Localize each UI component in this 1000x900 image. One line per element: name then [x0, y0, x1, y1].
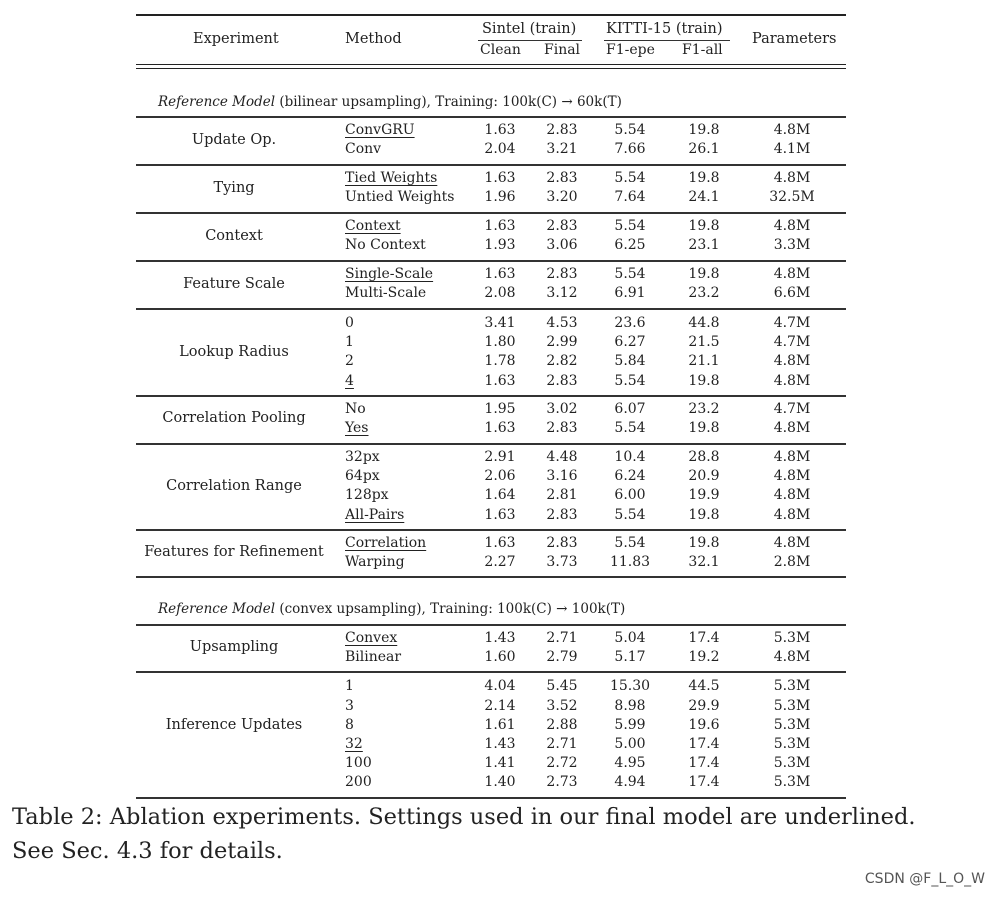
params-cell: 4.8M — [773, 487, 811, 503]
table-row — [136, 507, 846, 526]
f1-all-cell: 19.8 — [688, 266, 720, 282]
clean-cell: 1.63 — [484, 170, 516, 186]
experiment-label: Upsampling — [189, 639, 279, 655]
params-cell: 5.3M — [773, 774, 811, 790]
section-title-rest: (convex upsampling), Training: 100k(C) → 100k(T) — [275, 601, 626, 617]
table-row — [136, 755, 846, 774]
final-cell: 3.12 — [546, 285, 578, 301]
f1-all-cell: 23.2 — [688, 285, 720, 301]
group-rule — [136, 443, 846, 445]
table-row — [136, 401, 846, 420]
params-cell: 3.3M — [773, 237, 811, 253]
params-cell: 4.8M — [773, 449, 811, 465]
header-kitti: KITTI-15 (train) — [606, 21, 723, 37]
experiment-label: Inference Updates — [165, 717, 303, 733]
clean-cell: 1.43 — [484, 736, 516, 752]
method-cell: Warping — [345, 554, 405, 570]
table-row — [136, 315, 846, 334]
clean-cell: 3.41 — [484, 315, 516, 331]
f1-epe-cell: 6.07 — [614, 401, 646, 417]
f1-epe-cell: 23.6 — [614, 315, 646, 331]
f1-all-cell: 44.5 — [688, 678, 720, 694]
params-cell: 6.6M — [773, 285, 811, 301]
clean-cell: 1.41 — [484, 755, 516, 771]
clean-cell: 2.04 — [484, 141, 516, 157]
params-cell: 32.5M — [769, 189, 815, 205]
group-rule — [136, 576, 846, 578]
method-cell: Bilinear — [345, 649, 402, 665]
f1-epe-cell: 5.17 — [614, 649, 646, 665]
final-cell: 2.72 — [546, 755, 578, 771]
f1-all-cell: 19.8 — [688, 170, 720, 186]
params-cell: 4.8M — [773, 649, 811, 665]
params-cell: 5.3M — [773, 678, 811, 694]
table-row — [136, 630, 846, 649]
f1-epe-cell: 5.54 — [614, 218, 646, 234]
table-row — [136, 554, 846, 573]
clean-cell: 1.63 — [484, 535, 516, 551]
header-double-rule-b — [136, 68, 846, 69]
clean-cell: 2.14 — [484, 698, 516, 714]
final-cell: 3.02 — [546, 401, 578, 417]
table-row — [136, 141, 846, 160]
f1-epe-cell: 5.99 — [614, 717, 646, 733]
params-cell: 4.8M — [773, 535, 811, 551]
final-cell: 2.73 — [546, 774, 578, 790]
final-cell: 4.48 — [546, 449, 578, 465]
params-cell: 4.1M — [773, 141, 811, 157]
f1-epe-cell: 4.95 — [614, 755, 646, 771]
clean-cell: 1.63 — [484, 420, 516, 436]
clean-cell: 1.63 — [484, 122, 516, 138]
clean-cell: 2.06 — [484, 468, 516, 484]
clean-cell: 1.40 — [484, 774, 516, 790]
header-experiment: Experiment — [193, 31, 279, 47]
group-rule — [136, 671, 846, 673]
f1-epe-cell: 11.83 — [609, 554, 651, 570]
method-cell: 64px — [345, 468, 380, 484]
section-title-italic: Reference Model — [158, 94, 276, 110]
final-cell: 2.82 — [546, 353, 578, 369]
header-final: Final — [544, 42, 581, 58]
header-clean: Clean — [480, 42, 521, 58]
clean-cell: 4.04 — [484, 678, 516, 694]
table-row — [136, 266, 846, 285]
section-title-italic: Reference Model — [158, 601, 276, 617]
method-cell: 1 — [345, 334, 354, 350]
header-parameters: Parameters — [752, 31, 837, 47]
f1-all-cell: 19.8 — [688, 420, 720, 436]
final-cell: 2.83 — [546, 535, 578, 551]
method-cell: 1 — [345, 678, 354, 694]
table-row — [136, 774, 846, 793]
experiment-label: Lookup Radius — [179, 344, 289, 360]
method-cell: 32 — [345, 736, 363, 752]
final-cell: 2.83 — [546, 170, 578, 186]
final-cell: 2.79 — [546, 649, 578, 665]
f1-all-cell: 28.8 — [688, 449, 720, 465]
clean-cell: 1.63 — [484, 218, 516, 234]
method-cell: 2 — [345, 353, 354, 369]
table-row — [136, 698, 846, 717]
method-cell: 128px — [345, 487, 389, 503]
f1-all-cell: 19.8 — [688, 507, 720, 523]
f1-all-cell: 24.1 — [688, 189, 720, 205]
final-cell: 3.16 — [546, 468, 578, 484]
group-rule — [136, 164, 846, 166]
f1-all-cell: 19.2 — [688, 649, 720, 665]
method-cell: Conv — [345, 141, 382, 157]
f1-epe-cell: 5.54 — [614, 420, 646, 436]
table-row — [136, 420, 846, 439]
f1-all-cell: 44.8 — [688, 315, 720, 331]
clean-cell: 1.93 — [484, 237, 516, 253]
method-cell: No — [345, 401, 366, 417]
params-cell: 4.7M — [773, 401, 811, 417]
header-double-rule-a — [136, 64, 846, 65]
params-cell: 4.8M — [773, 266, 811, 282]
final-cell: 2.83 — [546, 218, 578, 234]
table-row — [136, 189, 846, 208]
experiment-label: Correlation Pooling — [162, 410, 306, 426]
f1-epe-cell: 4.94 — [614, 774, 646, 790]
clean-cell: 1.95 — [484, 401, 516, 417]
final-cell: 2.71 — [546, 736, 578, 752]
final-cell: 2.83 — [546, 507, 578, 523]
f1-epe-cell: 5.84 — [614, 353, 646, 369]
table-bottom-rule — [136, 797, 846, 799]
f1-all-cell: 19.8 — [688, 218, 720, 234]
f1-all-cell: 32.1 — [688, 554, 720, 570]
section-title-convex — [158, 601, 625, 617]
clean-cell: 1.60 — [484, 649, 516, 665]
table-row — [136, 717, 846, 736]
params-cell: 4.7M — [773, 334, 811, 350]
table-row — [136, 285, 846, 304]
clean-cell: 1.96 — [484, 189, 516, 205]
f1-all-cell: 17.4 — [688, 755, 720, 771]
params-cell: 4.8M — [773, 373, 811, 389]
final-cell: 2.71 — [546, 630, 578, 646]
table-row — [136, 353, 846, 372]
kitti-group-rule — [604, 40, 730, 41]
group-rule — [136, 529, 846, 531]
header-sintel: Sintel (train) — [482, 21, 577, 37]
group-rule — [136, 395, 846, 397]
experiment-label: Feature Scale — [183, 276, 285, 292]
experiment-label: Context — [205, 228, 263, 244]
table-row — [136, 468, 846, 487]
caption-line-1: Table 2: Ablation experiments. Settings used in our final model are underlined. — [12, 804, 916, 830]
table-row — [136, 334, 846, 353]
clean-cell: 1.63 — [484, 373, 516, 389]
f1-all-cell: 21.1 — [688, 353, 720, 369]
method-cell: 0 — [345, 315, 354, 331]
group-rule — [136, 308, 846, 310]
header-f1-epe: F1-epe — [606, 42, 655, 58]
section-rule — [136, 624, 846, 626]
table-row — [136, 736, 846, 755]
final-cell: 2.99 — [546, 334, 578, 350]
experiment-label: Correlation Range — [166, 478, 302, 494]
table-row — [136, 649, 846, 668]
clean-cell: 2.27 — [484, 554, 516, 570]
params-cell: 5.3M — [773, 755, 811, 771]
f1-epe-cell: 6.24 — [614, 468, 646, 484]
f1-epe-cell: 5.04 — [614, 630, 646, 646]
f1-all-cell: 21.5 — [688, 334, 720, 350]
params-cell: 4.7M — [773, 315, 811, 331]
method-cell: ConvGRU — [345, 122, 415, 138]
f1-epe-cell: 5.54 — [614, 122, 646, 138]
clean-cell: 1.63 — [484, 507, 516, 523]
table-row — [136, 218, 846, 237]
params-cell: 5.3M — [773, 736, 811, 752]
f1-all-cell: 29.9 — [688, 698, 720, 714]
experiment-label: Tying — [213, 180, 255, 196]
final-cell: 2.83 — [546, 420, 578, 436]
f1-all-cell: 19.8 — [688, 373, 720, 389]
method-cell: Yes — [345, 420, 369, 436]
f1-all-cell: 17.4 — [688, 630, 720, 646]
params-cell: 4.8M — [773, 507, 811, 523]
final-cell: 4.53 — [546, 315, 578, 331]
f1-all-cell: 19.8 — [688, 535, 720, 551]
table-row — [136, 170, 846, 189]
method-cell: Multi-Scale — [345, 285, 427, 301]
caption-line-2: See Sec. 4.3 for details. — [12, 838, 283, 864]
final-cell: 2.83 — [546, 122, 578, 138]
method-cell: Correlation — [345, 535, 427, 551]
f1-epe-cell: 6.91 — [614, 285, 646, 301]
watermark: CSDN @F_L_O_W — [864, 871, 985, 887]
f1-epe-cell: 5.54 — [614, 373, 646, 389]
header-f1-all: F1-all — [682, 42, 723, 58]
sintel-group-rule — [478, 40, 582, 41]
final-cell: 2.88 — [546, 717, 578, 733]
table-row — [136, 487, 846, 506]
final-cell: 3.20 — [546, 189, 578, 205]
f1-epe-cell: 7.64 — [614, 189, 646, 205]
final-cell: 3.06 — [546, 237, 578, 253]
table-row — [136, 678, 846, 697]
f1-all-cell: 23.2 — [688, 401, 720, 417]
method-cell: Single-Scale — [345, 266, 434, 282]
params-cell: 4.8M — [773, 468, 811, 484]
method-cell: No Context — [345, 237, 426, 253]
section-title-rest: (bilinear upsampling), Training: 100k(C) → 60k(T) — [275, 94, 622, 110]
f1-all-cell: 23.1 — [688, 237, 720, 253]
final-cell: 2.81 — [546, 487, 578, 503]
clean-cell: 1.78 — [484, 353, 516, 369]
final-cell: 3.73 — [546, 554, 578, 570]
final-cell: 3.52 — [546, 698, 578, 714]
clean-cell: 2.91 — [484, 449, 516, 465]
f1-epe-cell: 5.00 — [614, 736, 646, 752]
section-rule — [136, 116, 846, 118]
params-cell: 4.8M — [773, 170, 811, 186]
params-cell: 5.3M — [773, 630, 811, 646]
clean-cell: 1.43 — [484, 630, 516, 646]
method-cell: 4 — [345, 373, 354, 389]
final-cell: 3.21 — [546, 141, 578, 157]
f1-epe-cell: 8.98 — [614, 698, 646, 714]
table-row — [136, 122, 846, 141]
f1-all-cell: 19.8 — [688, 122, 720, 138]
params-cell: 5.3M — [773, 698, 811, 714]
f1-all-cell: 17.4 — [688, 736, 720, 752]
params-cell: 5.3M — [773, 717, 811, 733]
header-method: Method — [345, 31, 402, 47]
final-cell: 5.45 — [546, 678, 578, 694]
method-cell: All-Pairs — [345, 507, 405, 523]
section-title-bilinear — [158, 94, 622, 110]
f1-all-cell: 19.9 — [688, 487, 720, 503]
final-cell: 2.83 — [546, 266, 578, 282]
final-cell: 2.83 — [546, 373, 578, 389]
table-top-rule — [136, 14, 846, 16]
table-row — [136, 237, 846, 256]
params-cell: 4.8M — [773, 420, 811, 436]
method-cell: 100 — [345, 755, 372, 771]
f1-epe-cell: 5.54 — [614, 170, 646, 186]
group-rule — [136, 212, 846, 214]
method-cell: 200 — [345, 774, 372, 790]
clean-cell: 1.61 — [484, 717, 516, 733]
f1-epe-cell: 6.27 — [614, 334, 646, 350]
clean-cell: 1.63 — [484, 266, 516, 282]
method-cell: Tied Weights — [345, 170, 438, 186]
table-row — [136, 535, 846, 554]
f1-all-cell: 17.4 — [688, 774, 720, 790]
f1-epe-cell: 6.25 — [614, 237, 646, 253]
method-cell: 32px — [345, 449, 380, 465]
experiment-label: Features for Refinement — [144, 544, 324, 560]
f1-all-cell: 20.9 — [688, 468, 720, 484]
method-cell: 3 — [345, 698, 354, 714]
method-cell: Context — [345, 218, 401, 234]
f1-all-cell: 19.6 — [688, 717, 720, 733]
clean-cell: 2.08 — [484, 285, 516, 301]
params-cell: 4.8M — [773, 353, 811, 369]
method-cell: 8 — [345, 717, 354, 733]
clean-cell: 1.64 — [484, 487, 516, 503]
table-row — [136, 373, 846, 392]
table-row — [136, 449, 846, 468]
table-caption — [12, 800, 992, 868]
params-cell: 2.8M — [773, 554, 811, 570]
f1-all-cell: 26.1 — [688, 141, 720, 157]
f1-epe-cell: 5.54 — [614, 507, 646, 523]
f1-epe-cell: 5.54 — [614, 266, 646, 282]
params-cell: 4.8M — [773, 122, 811, 138]
f1-epe-cell: 15.30 — [609, 678, 651, 694]
f1-epe-cell: 5.54 — [614, 535, 646, 551]
experiment-label: Update Op. — [191, 132, 277, 148]
f1-epe-cell: 7.66 — [614, 141, 646, 157]
params-cell: 4.8M — [773, 218, 811, 234]
f1-epe-cell: 10.4 — [614, 449, 646, 465]
clean-cell: 1.80 — [484, 334, 516, 350]
group-rule — [136, 260, 846, 262]
method-cell: Convex — [345, 630, 398, 646]
f1-epe-cell: 6.00 — [614, 487, 646, 503]
method-cell: Untied Weights — [345, 189, 455, 205]
